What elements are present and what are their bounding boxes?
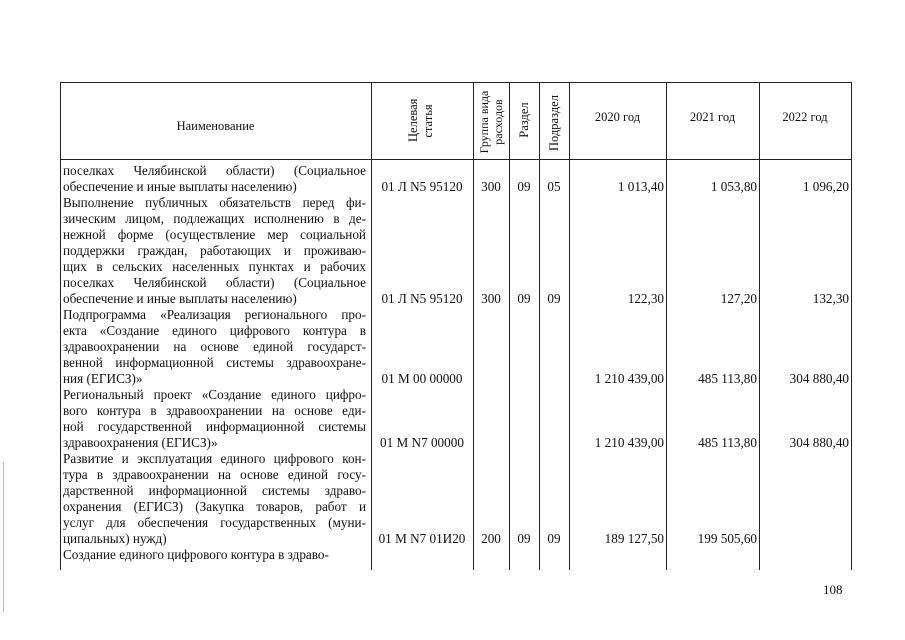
cell-code: 01 Л N5 95120 [381, 179, 463, 194]
cell-code: 01 Л N5 95120 [381, 291, 463, 306]
col-border-2021 [759, 82, 760, 570]
cell-v2020: 1 210 439,00 [594, 435, 664, 450]
cell-code: 01 М 00 00000 [381, 371, 463, 386]
col-border-group [509, 82, 510, 570]
row-name-line: дарственной информационной системы здраво- [63, 483, 366, 498]
row-name-line: ной государственной информационной системы [63, 419, 366, 434]
cell-subsection: 09 [547, 531, 561, 546]
row-name-line: Создание единого цифрового контура в здраво- [63, 547, 329, 562]
cell-v2021: 485 113,80 [698, 435, 757, 450]
row-name-line: щих в сельских населенных пунктах и рабочих [63, 259, 366, 274]
cell-v2021: 1 053,80 [710, 179, 757, 194]
row-name [63, 547, 366, 563]
row-name-line: венной информационной системы здравоохране- [63, 355, 366, 370]
cell-v2021: 485 113,80 [698, 371, 757, 386]
cell-v2020: 1 013,40 [617, 179, 664, 194]
row-name-line: поддержки граждан, работающих и проживаю- [63, 243, 366, 258]
row-name [63, 387, 366, 451]
cell-v2020: 1 210 439,00 [594, 371, 664, 386]
header-section-text: Раздел [517, 102, 531, 138]
row-name-line: ния (ЕГИСЗ)» [63, 371, 143, 386]
cell-code: 01 М N7 00000 [380, 435, 464, 450]
row-name [63, 451, 366, 547]
col-border-left [60, 82, 61, 570]
cell-subsection: 09 [547, 291, 561, 306]
row-name-line: здравоохранения (ЕГИСЗ)» [63, 435, 218, 450]
row-name-line: услуг для обеспечения государственных (муни- [63, 515, 366, 530]
row-name [63, 307, 366, 387]
cell-code: 01 М N7 01И20 [378, 531, 466, 546]
row-name-line: поселках Челябинской области) (Социальное [63, 163, 366, 178]
header-2020: 2020 год [594, 110, 641, 124]
col-border-code [473, 82, 474, 570]
row-name-line: зическим лицом, подлежащих исполнению в де- [63, 211, 366, 226]
row-name-line: здравоохранении на основе единой государст- [63, 339, 366, 354]
cell-v2022: 132,30 [812, 291, 849, 306]
scan-edge-mark [3, 462, 4, 612]
header-group [477, 86, 505, 158]
row-name-line: Выполнение публичных обязательств перед фи- [63, 195, 366, 210]
cell-v2022: 1 096,20 [802, 179, 849, 194]
cell-v2021: 199 505,60 [697, 531, 757, 546]
row-name-line: тура в здравоохранении на основе единой госу- [63, 467, 366, 482]
cell-group: 300 [481, 179, 501, 194]
row-name-line: поселках Челябинской области) (Социальное [63, 275, 366, 290]
header-target [406, 100, 436, 142]
table-top-border [60, 82, 852, 83]
header-2022: 2022 год [782, 110, 828, 124]
cell-section: 09 [517, 179, 531, 194]
row-name-line: ципальных) нужд) [63, 531, 167, 546]
header-group-text: Группа вида расходов [477, 90, 505, 154]
header-name: Наименование [176, 119, 255, 133]
cell-section: 09 [517, 291, 531, 306]
budget-table [60, 82, 852, 570]
row-name-line: нежной форме (осуществление мер социальной [63, 227, 366, 242]
row-name-line: обеспечение и иные выплаты населению) [63, 291, 297, 306]
col-border-right [851, 82, 852, 570]
row-name-line: Развитие и эксплуатация единого цифрового кон- [63, 451, 366, 466]
page-number: 108 [823, 582, 843, 597]
cell-v2020: 189 127,50 [604, 531, 664, 546]
col-border-subsection [569, 82, 570, 570]
cell-group: 300 [481, 291, 501, 306]
header-subsection [547, 92, 561, 154]
header-2021: 2021 год [689, 110, 736, 124]
row-name-line: Подпрограмма «Реализация регионального про- [63, 307, 366, 322]
cell-v2020: 122,30 [627, 291, 664, 306]
header-target-text: Целевая статья [406, 98, 435, 142]
cell-subsection: 05 [547, 179, 561, 194]
cell-group: 200 [481, 531, 501, 546]
cell-section: 09 [517, 531, 531, 546]
col-border-2020 [666, 82, 667, 570]
row-name-line: охранения (ЕГИСЗ) (Закупка товаров, работ и [63, 499, 366, 514]
cell-v2022: 304 880,40 [789, 435, 849, 450]
header-section [517, 98, 531, 142]
row-name-line: вого контура в здравоохранении на основе еди- [63, 403, 366, 418]
row-name [63, 163, 366, 195]
row-name-line: екта «Создание единого цифрового контура в [63, 323, 366, 338]
row-name [63, 195, 366, 307]
cell-v2021: 127,20 [720, 291, 757, 306]
cell-v2022: 304 880,40 [789, 371, 849, 386]
header-bottom-border [60, 159, 852, 160]
col-border-section [539, 82, 540, 570]
col-border-name [371, 82, 372, 570]
row-name-line: Региональный проект «Создание единого цифро- [63, 387, 366, 402]
row-name-line: обеспечение и иные выплаты населению) [63, 179, 297, 194]
header-subsection-text: Подраздел [547, 95, 561, 151]
